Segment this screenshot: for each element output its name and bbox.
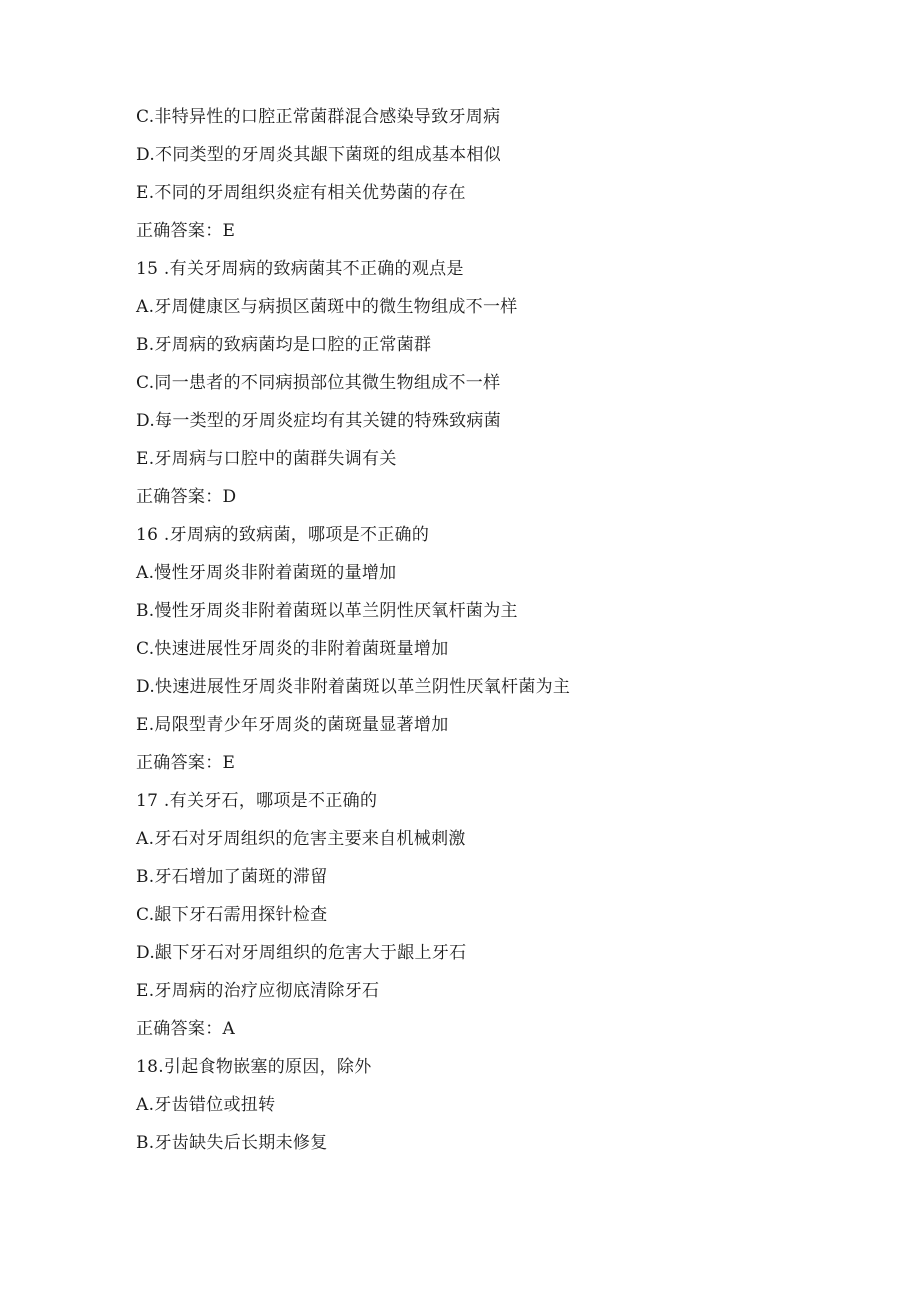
option-d: D.不同类型的牙周炎其龈下菌斑的组成基本相似: [136, 145, 502, 165]
option-d: D.每一类型的牙周炎症均有其关键的特殊致病菌: [136, 411, 502, 431]
option-b: B.牙齿缺失后长期未修复: [136, 1133, 328, 1153]
option-b: B.牙周病的致病菌均是口腔的正常菌群: [136, 335, 432, 355]
question-16: 16 .牙周病的致病菌，哪项是不正确的: [136, 525, 430, 545]
option-d: D.龈下牙石对牙周组织的危害大于龈上牙石: [136, 943, 467, 963]
option-e: E.局限型青少年牙周炎的菌斑量显著增加: [136, 715, 449, 735]
document-page: [136, 98, 876, 1162]
option-a: A.牙周健康区与病损区菌斑中的微生物组成不一样: [136, 297, 518, 317]
correct-answer: 正确答案：E: [136, 753, 236, 773]
option-a: A.慢性牙周炎非附着菌斑的量增加: [136, 563, 397, 583]
option-c: C.同一患者的不同病损部位其微生物组成不一样: [136, 373, 501, 393]
correct-answer: 正确答案：D: [136, 487, 237, 507]
option-a: A.牙齿错位或扭转: [136, 1095, 276, 1115]
option-e: E.牙周病的治疗应彻底清除牙石: [136, 981, 380, 1001]
correct-answer: 正确答案：E: [136, 221, 236, 241]
option-c: C.龈下牙石需用探针检查: [136, 905, 328, 925]
question-15: 15 .有关牙周病的致病菌其不正确的观点是: [136, 259, 464, 279]
option-b: B.牙石增加了菌斑的滞留: [136, 867, 328, 887]
option-d: D.快速进展性牙周炎非附着菌斑以革兰阴性厌氧杆菌为主: [136, 677, 571, 697]
option-e: E.牙周病与口腔中的菌群失调有关: [136, 449, 397, 469]
option-c: C.快速进展性牙周炎的非附着菌斑量增加: [136, 639, 449, 659]
correct-answer: 正确答案：A: [136, 1019, 236, 1039]
option-b: B.慢性牙周炎非附着菌斑以革兰阴性厌氧杆菌为主: [136, 601, 518, 621]
option-e: E.不同的牙周组织炎症有相关优势菌的存在: [136, 183, 466, 203]
question-17: 17 .有关牙石，哪项是不正确的: [136, 791, 378, 811]
option-c: C.非特异性的口腔正常菌群混合感染导致牙周病: [136, 107, 501, 127]
question-18: 18.引起食物嵌塞的原因，除外: [136, 1057, 372, 1077]
option-a: A.牙石对牙周组织的危害主要来自机械刺激: [136, 829, 466, 849]
